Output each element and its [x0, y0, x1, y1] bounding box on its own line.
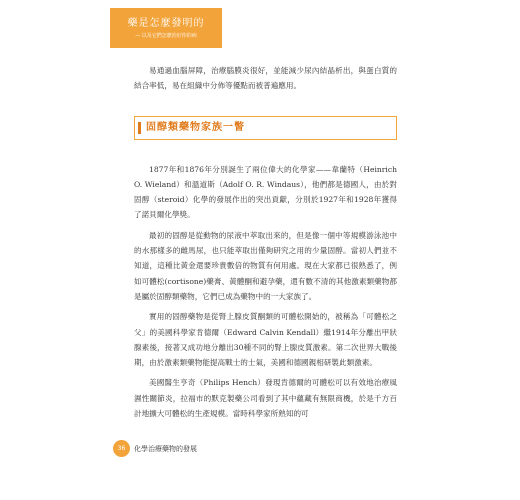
page-number-badge: 36 [113, 440, 130, 457]
footer-running-title: 化學治療藥物的發展 [134, 444, 197, 453]
book-title: 藥是怎麼發明的 [127, 17, 205, 29]
paragraph-4: 美國醫生亨奇（Philips Hench）發現肯德爾的可體松可以有效地治療風濕性關節炎，拉福市的默克製藥公司看到了其中蘊藏有無限商機，於是千方百計地擴大可體松的生產規模。當時科學家所熟知的可 [134, 378, 397, 419]
section-heading-box [134, 116, 397, 140]
page-body [134, 63, 397, 421]
paragraph-3: 實用的固醇藥物是從腎上腺皮質酮類的可體松開始的，被稱為「可體松之父」的美國科學家肯德爾（Edward Calvin Kendall）繼1914年分離出甲狀腺素後，接著又成功地分離出30種不同的腎上腺皮質激素。第二次世界大戰後期，由於激素類藥物能提高戰士的士氣，美國和德國親相研製此類激素。 [134, 312, 397, 368]
page-footer [113, 440, 197, 457]
paragraph-1: 1877年和1876年分別誕生了兩位偉大的化學家——韋蘭特（Heinrich O. Wieland）和溫道斯（Adolf O. R. Windaus），他們都是德國人，由於對固醇（steroid）化學的發展作出的突出貢獻，分別於1927年和1928年獲得了諾貝爾化學獎。 [134, 164, 397, 220]
section-marker-bar [138, 122, 141, 134]
section-title: 固醇類藥物家族一瞥 [146, 121, 245, 133]
intro-paragraph: 易通過血腦屏障，治療腦膜炎很好，並能減少尿內結晶析出，與蛋白質的結合率低，易在組織中分佈等優點而被普遍應用。 [134, 66, 397, 91]
running-header-tab [110, 8, 222, 48]
book-subtitle: — 以及它們怎麼治好你的病 [135, 32, 197, 39]
paragraph-2: 最初的固醇是從動物的尿液中萃取出來的，但是像一個中等規模游泳池中的水那樣多的雌馬尿，也只能萃取出僅夠研究之用的少量固醇。當初人們並不知道，這種比黃金還要珍貴數倍的物質有何用處。現在大家都已很熟悉了，例如可體松(cortisone)藥膏、黃體酮和避孕藥，還有數不清的其他激素類藥物都是屬於固醇類藥物，它們已成為藥物中的一大家族了。 [134, 230, 397, 301]
